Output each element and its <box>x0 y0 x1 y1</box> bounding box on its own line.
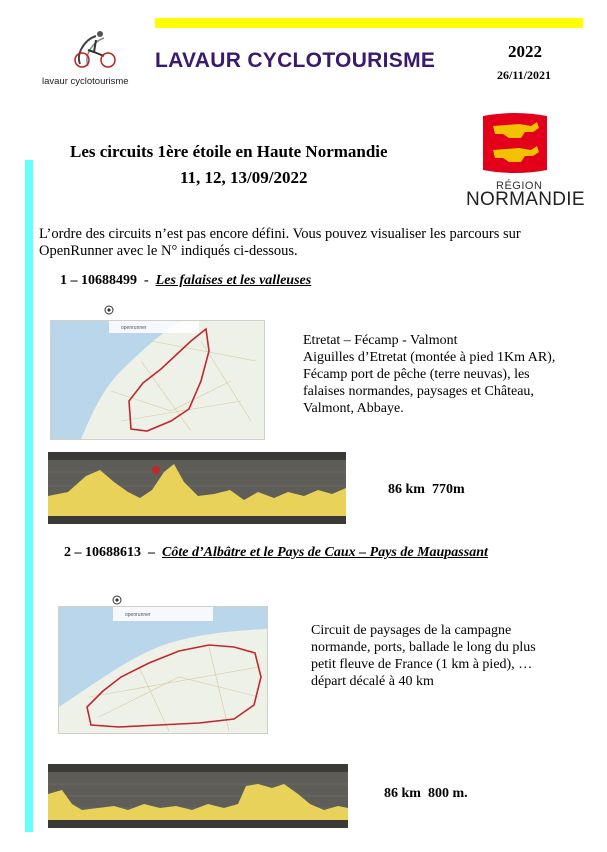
route-2-stats <box>384 786 468 802</box>
route-id: 10688499 <box>81 273 137 288</box>
route-name[interactable]: Les falaises et les valleuses <box>155 273 312 288</box>
description-line: Etretat – Fécamp - Valmont <box>303 333 458 348</box>
description-line: petit fleuve de France (1 km à pied), … <box>311 657 533 672</box>
route-name[interactable]: Côte d’Albâtre et le Pays de Caux – Pays de Maupassant <box>162 545 488 560</box>
description-line: normande, ports, ballade le long du plus <box>311 640 536 655</box>
year: 2022 <box>508 42 542 61</box>
left-cyan-bar <box>25 160 33 832</box>
club-logo <box>66 26 124 74</box>
document-date: 26/11/2021 <box>497 68 552 82</box>
description-line: Circuit de paysages de la campagne <box>311 623 512 638</box>
description-line: départ décalé à 40 km <box>311 674 434 689</box>
route-distance: 86 km <box>384 786 421 801</box>
route-distance: 86 km <box>388 482 425 497</box>
intro-paragraph: L’ordre des circuits n’est pas encore défini. Vous pouvez visualiser les parcours sur OpenRunner avec le N° indiqués ci-dessous. <box>39 226 521 259</box>
region-label-small: RÉGION <box>496 180 543 192</box>
openrunner-icon <box>112 595 122 605</box>
svg-text:openrunner: openrunner <box>125 612 151 618</box>
description-line: Fécamp port de pêche (terre neuvas), les <box>303 367 530 382</box>
route-1-stats <box>388 482 465 498</box>
route-1-map <box>50 320 265 440</box>
region-normandie-flag <box>479 112 551 176</box>
route-1-heading: 1 – 10688499 - Les falaises et les valleuses <box>60 273 312 288</box>
description-line: falaises normandes, paysages et Château, <box>303 384 534 399</box>
page-title: Les circuits 1ère étoile en Haute Normandie <box>70 142 388 161</box>
description-line: Aiguilles d’Etretat (montée à pied 1Km AR), <box>303 350 556 365</box>
route-elevation: 770m <box>431 482 465 497</box>
route-id: 10688613 <box>85 545 141 560</box>
logo-caption: lavaur cyclotourisme <box>42 76 129 87</box>
region-label-big: NORMANDIE <box>466 189 585 210</box>
route-2-elevation-profile <box>48 764 348 828</box>
route-separator: – <box>148 545 155 560</box>
route-2-heading: 2 – 10688613 – Côte d’Albâtre et le Pays de Caux – Pays de Maupassant <box>64 545 488 560</box>
description-line: Valmont, Abbaye. <box>303 401 404 416</box>
route-elevation: 800 m. <box>427 786 468 801</box>
event-dates: 11, 12, 13/09/2022 <box>180 168 308 187</box>
svg-text:openrunner: openrunner <box>121 325 147 331</box>
header-yellow-bar <box>155 18 583 28</box>
route-2-map <box>58 606 268 734</box>
route-1-description <box>303 332 603 417</box>
openrunner-icon <box>104 305 114 315</box>
route-2-description <box>311 622 581 690</box>
route-1-elevation-profile <box>48 452 346 524</box>
route-separator: - <box>144 273 149 288</box>
route-number: 1 <box>60 273 67 288</box>
route-number: 2 <box>64 545 71 560</box>
club-name: LAVAUR CYCLOTOURISME <box>155 49 436 72</box>
